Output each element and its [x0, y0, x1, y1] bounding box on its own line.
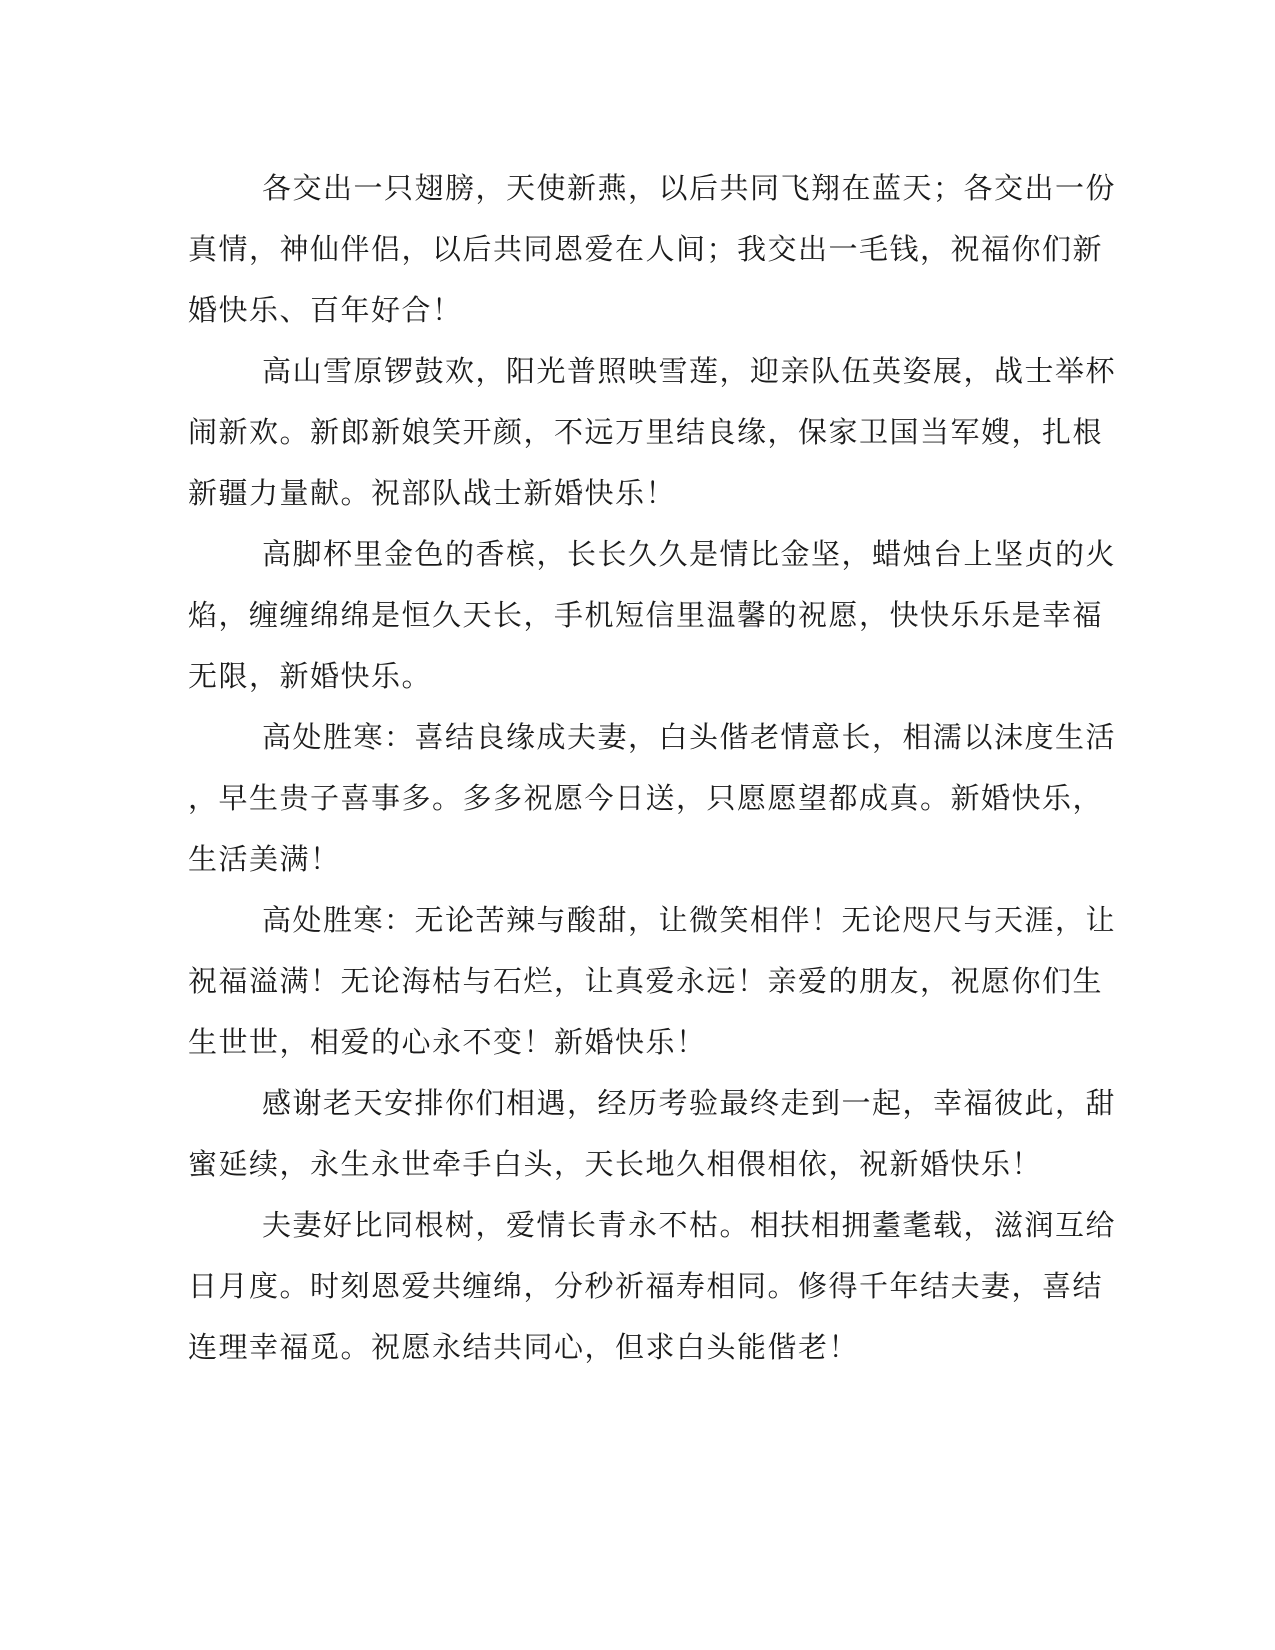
paragraph-line: 感谢老天安排你们相遇，经历考验最终走到一起，幸福彼此，甜 [262, 1086, 1117, 1120]
paragraph-line: 连理幸福觅。祝愿永结共同心，但求白头能偕老！ [188, 1330, 860, 1364]
paragraph-5 [188, 890, 1117, 1073]
paragraph-line: 焰，缠缠绵绵是恒久天长，手机短信里温馨的祝愿，快快乐乐是幸福 [188, 598, 1104, 632]
paragraph-line: 高脚杯里金色的香槟，长长久久是情比金坚，蜡烛台上坚贞的火 [262, 537, 1117, 571]
paragraph-line: 无限，新婚快乐。 [188, 659, 433, 693]
paragraph-3 [188, 524, 1117, 707]
paragraph-line: 各交出一只翅膀，天使新燕，以后共同飞翔在蓝天；各交出一份 [262, 171, 1117, 205]
paragraph-line: 生活美满！ [188, 842, 341, 876]
paragraph-line: 高处胜寒：无论苦辣与酸甜，让微笑相伴！无论咫尺与天涯，让 [262, 903, 1117, 937]
paragraph-line: ，早生贵子喜事多。多多祝愿今日送，只愿愿望都成真。新婚快乐， [188, 781, 1104, 815]
paragraph-line: 蜜延续，永生永世牵手白头，天长地久相偎相依，祝新婚快乐！ [188, 1147, 1043, 1181]
paragraph-line: 婚快乐、百年好合！ [188, 293, 463, 327]
paragraph-line: 祝福溢满！无论海枯与石烂，让真爱永远！亲爱的朋友，祝愿你们生 [188, 964, 1104, 998]
paragraph-1 [188, 158, 1117, 341]
paragraph-2 [188, 341, 1117, 524]
paragraph-7 [188, 1195, 1117, 1378]
paragraph-line: 高山雪原锣鼓欢，阳光普照映雪莲，迎亲队伍英姿展，战士举杯 [262, 354, 1117, 388]
paragraph-6 [188, 1073, 1117, 1195]
paragraph-line: 真情，神仙伴侣，以后共同恩爱在人间；我交出一毛钱，祝福你们新 [188, 232, 1104, 266]
paragraph-line: 日月度。时刻恩爱共缠绵，分秒祈福寿相同。修得千年结夫妻，喜结 [188, 1269, 1104, 1303]
paragraph-line: 夫妻好比同根树，爱情长青永不枯。相扶相拥耋耄载，滋润互给 [262, 1208, 1117, 1242]
paragraph-line: 新疆力量献。祝部队战士新婚快乐！ [188, 476, 677, 510]
paragraph-line: 闹新欢。新郎新娘笑开颜，不远万里结良缘，保家卫国当军嫂，扎根 [188, 415, 1104, 449]
paragraph-4 [188, 707, 1117, 890]
paragraph-line: 生世世，相爱的心永不变！新婚快乐！ [188, 1025, 707, 1059]
document-body [188, 158, 1117, 1378]
paragraph-line: 高处胜寒：喜结良缘成夫妻，白头偕老情意长，相濡以沫度生活 [262, 720, 1117, 754]
